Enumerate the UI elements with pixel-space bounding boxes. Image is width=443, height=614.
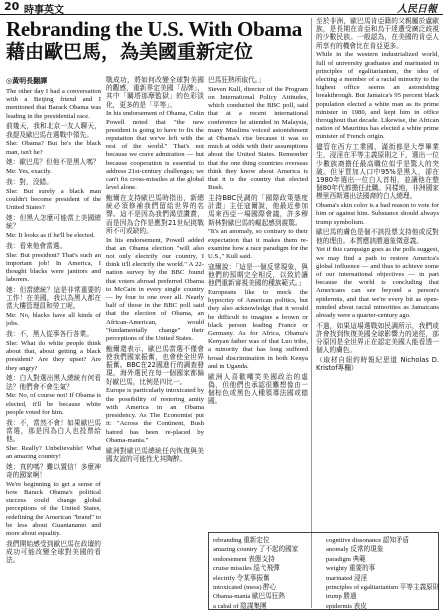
- paragraph: 我：不，黑人從事各行各業。: [6, 330, 93, 339]
- paragraph: Me: No, of course not! If Obama is elected, it'll be because white people voted for him.: [6, 392, 101, 416]
- vocabulary-item: [326, 592, 436, 601]
- vocabulary-term: endorsement: [213, 555, 249, 563]
- vocabulary-meaning: 表態支持: [248, 554, 275, 563]
- vocabulary-meaning: 浸淫: [354, 573, 368, 582]
- translator-credit: ◎黃明長翻譯: [6, 77, 48, 85]
- vocabulary-term: intoxicated (mess): [213, 584, 264, 592]
- vocabulary-meaning: 重新定位: [243, 536, 270, 544]
- paragraph: 至於非洲，歐巴馬肯亞籍的父親屬於盧歐族，是長期在肯亞和烏干達遭受廣泛歧視的少數民族。一般認為，在美國的肯亞人所享有的機會比在肯亞更多。: [316, 17, 439, 50]
- vocabulary-term: paradigm: [326, 555, 353, 563]
- vocabulary-term: electrify: [213, 574, 237, 582]
- vocabulary-term: cognitive dissonance: [326, 537, 383, 544]
- column-3-paragraphs: [208, 76, 308, 405]
- paragraph: 她：真的嗎？難以置信！多麼神奇的國家啊！: [6, 462, 101, 480]
- vocabulary-meaning: 陰謀集團: [240, 601, 267, 610]
- vocabulary-item: [213, 536, 323, 545]
- paragraph: She: What do white people think about that, about getting a black president? Are they upset? Are they angry?: [6, 340, 101, 372]
- paragraph: "It's an anomaly, so contrary to their expectation that it makes them re-examine how a race paradigm for the U.S.," Kull said.: [208, 228, 308, 261]
- paragraph: 歐巴馬的膚色是個不該投票支持他或反對他的理由。本質應該勝過象徵意義。: [316, 228, 439, 245]
- paragraph: Yet if this campaign goes as the polls suggest, we may find a path to restore America's global influence — and thus to achieve some of our international objectives — in part because the world is concluding that Americans can see beyond a person's epidermis, and that we're every bit as open-minded about racial minorities as Jamaicans already were a quarter-century ago.: [316, 246, 439, 320]
- vocabulary-term: marinated: [326, 574, 355, 582]
- vocabulary-term: weighty: [326, 565, 349, 573]
- vocabulary-item: [213, 574, 323, 583]
- vocabulary-meaning: 平等主義原則: [399, 583, 440, 592]
- paragraph: Europe is particularly intoxicated by the possibility of restoring amity with America in an Obama presidency. As The Economist put it: "Across the Continent, Bush hatred has been re-placed by Obama-mania.": [106, 387, 204, 444]
- vocabulary-item: [326, 536, 436, 545]
- paragraph: Obama's skin color is a bad reason to vote for him or against him. Substance should always trump symbolism.: [316, 202, 439, 226]
- vocabulary-meaning: 令某事振奮: [236, 573, 270, 582]
- vocabulary-term: Obama-mania: [213, 593, 252, 601]
- vocabulary-item: [213, 555, 323, 564]
- paragraph: 主持BBC民調的「國際政策態度計畫」主任寇爾說，他最近參加馬來西亞一場國際會議，許多穆斯林對歐巴馬的崛起感到震驚。: [208, 194, 308, 227]
- vocabulary-term: cruise missiles: [213, 565, 254, 573]
- vocabulary-item: [213, 545, 323, 554]
- paragraph: 她：但當總統？這是非常重要的工作！在美國，我以為黑人都在當大樓管理員和勞工呢。: [6, 286, 101, 311]
- vocabulary-term: principles of egalitarianism: [326, 584, 400, 592]
- paragraph: （取材自紐約時報紀思道 Nicholas D. Kristof專欄）: [316, 356, 439, 373]
- vocabulary-item: [213, 592, 323, 601]
- paragraph: 我們開始感受到歐巴馬在政壇的成功可能改變全球對美國的看法。: [6, 539, 101, 565]
- vocabulary-term: rebranding: [213, 537, 244, 544]
- paragraph: We're beginning to get a sense of how Barack Obama's political success could change global perceptions of the United States, redefining the American "brand" to be less about Guantanamo and more about equality.: [6, 480, 101, 538]
- vocabulary-meaning: 歐巴馬狂熱: [252, 592, 285, 601]
- vocabulary-meaning: 表皮: [353, 601, 367, 610]
- vocabulary-term: epidermis: [326, 602, 354, 610]
- vocabulary-item: [326, 564, 436, 573]
- headline-english: Rebranding the U.S. With Obama: [6, 17, 302, 41]
- paragraph: 我：不，當然不會！如果歐巴馬當選，那是因為白人也投票給他。: [6, 418, 101, 444]
- paragraph: She: Obama? But he's the black man, isn't he?: [6, 140, 101, 156]
- vocabulary-meaning: 反常的現象: [350, 545, 384, 554]
- paragraph: 戰成功，將如何改變全球對美國的觀感，重新界定美國「品牌」，其中「關塔那摩監獄」的色彩淡化，更多的是「平等」。: [106, 76, 204, 109]
- vocabulary-item: [326, 545, 436, 554]
- vocabulary-item: [213, 602, 323, 611]
- article-column-4: [316, 17, 439, 527]
- paragraph: 她：但黑人怎麼可能當上美國總統？: [6, 214, 101, 231]
- paragraph: 巴馬狂熱所取代。」: [208, 76, 265, 84]
- paragraph: 前幾天，我和北京一友人聊天，我提及歐巴馬在選戰中領先。: [6, 122, 101, 139]
- paragraph: 不過，如果這場選戰如民調所示，我們或許會找到恢復美國全球影響力的途徑，部分原因是全世界正在認定美國人能看透一個人的膚色。: [316, 321, 439, 355]
- vocabulary-meaning: 認知矛盾: [382, 536, 410, 544]
- vocabulary-meaning: 勝過: [343, 592, 357, 601]
- paragraph: Me: No, blacks have all kinds of jobs.: [6, 312, 101, 328]
- vocabulary-meaning: 巡弋飛彈: [253, 564, 280, 573]
- vocabulary-left: [213, 536, 323, 611]
- paragraph: 我：對，沒錯。: [6, 178, 53, 186]
- paragraph: 儘管在西方工業國，滿街都是大學畢業生，浸淫在平等主義原則之下，選出一位少數族裔擔任最高職位似乎是驚人的突破。但牙買加人口中95%是黑人，卻在1980年選出一位白人首相，並讓他在整個80年代都擔任此職。同樣地，非洲國家模里西斯選出法國裔的白人總理。: [316, 143, 439, 201]
- paragraph: 她：白人對選出黑人總統有何看法？他們會不會生氣？: [6, 374, 101, 391]
- column-divider: [311, 18, 312, 608]
- paragraph: She: Really? Unbelievable! What an amazing country!: [6, 444, 101, 461]
- vocabulary-item: [326, 602, 436, 611]
- section-title: 時事英文: [24, 5, 64, 16]
- paragraph: She: But president? That's such an important job! In America, I thought blacks were janitors and laborers.: [6, 251, 101, 284]
- article-column-2: [106, 76, 204, 608]
- vocabulary-meaning: 典範: [352, 554, 366, 563]
- vocabulary-meaning: 了不起的國家: [258, 545, 299, 554]
- paragraph: In his endorsement of Obama, Colin Powell noted that "the new president is going to have to fix the reputation that we've left with the rest of the world." That's not because we crave admiration — but because cooperation is essential to address 21st-century challenges; we can't fix cross-missiles at the global level alone.: [106, 110, 204, 192]
- vocabulary-meaning: 重要的事: [348, 564, 376, 573]
- column-1-paragraphs: [6, 88, 101, 564]
- page-header: [0, 0, 443, 15]
- paragraph: She: But surely a black man couldn't become president of the United States?: [6, 187, 101, 212]
- page-number: 20: [4, 0, 20, 13]
- vocabulary-term: amazing country: [213, 546, 259, 554]
- vocabulary-meaning: 醉心: [263, 583, 277, 592]
- paragraph: In his endorsement, Powell added that an Obama election "will also not only electrify our country, I think it'll electrify the world." A 22-nation survey by the BBC found that voters abroad preferred Obama to McCain in every single country — by four to one over all. Nearly half of those in the BBC poll said that the election of Obama, an African-American, would "fundamentally change" their perceptions of the United States.: [106, 236, 204, 343]
- vocabulary-box: [208, 532, 439, 610]
- paragraph: Europeans like to mock the hypocrisy of American politics, but they also acknowledge that it would be difficult to imagine a brown or black person leading France or Germany. As for Africa, Obama's Kenyan father was of that Luo tribe, a minority that has long suffered broad discrimination in both Kenya and in Uganda.: [208, 289, 308, 370]
- paragraph: Steven Kull, director of the Program on International Policy Attitudes, which conducted the BBC poll, said that at a recent international conference he attended in Malaysia, many Muslims voiced astonishment at Obama's rise because it was so much at odds with their assumptions about the United States. Remember that the one thing countries overseas think they know about America is that it is the country that elected Bush.: [208, 85, 308, 192]
- vocabulary-item: [213, 564, 323, 573]
- article-column-3: [208, 76, 308, 608]
- vocabulary-term: anomaly: [326, 546, 351, 554]
- paragraph: 歐洲人喜歡嘲笑美國政治的虛偽，但他們也承認很難想像由一個棕色或黑色人種領導法國或德國。: [208, 372, 308, 406]
- vocabulary-right: [326, 536, 440, 611]
- paragraph: While in the western industrialized world, full of university graduates and marinated in principles of egalitarianism, the idea of electing a member of a racial minority to the highest office seems an astonishing breakthrough. But Jamaica's 95 percent black population elected a white man as its prime minister in 1980, and kept him in office throughout that decade. Likewise, the African nation of Mauritius has elected a white prime minister of French origin.: [316, 51, 439, 141]
- paragraph: 她：歐巴馬？但他不是黑人嗎？: [6, 158, 100, 167]
- paragraph: 鮑爾還表示，歐巴馬當選不僅會使我們國家振奮，也會使全世界振奮。BBC在22國進行的調查發現，海外選民在每一個國家都偏好歐巴馬，比例是四比一。: [106, 344, 204, 386]
- paragraph: The other day I had a conversation with a Beijing friend and I mentioned that Barack Obama was leading in the presidential race.: [6, 88, 101, 120]
- column-4-paragraphs: [316, 17, 439, 373]
- vocabulary-term: a cabal of: [213, 602, 241, 610]
- newspaper-brand: 人民日報: [397, 4, 437, 15]
- paragraph: 寇爾說：「這是一個反常現象，與他們的預期完全相反，以致於讓他們重新審視美國的種族範式。」: [208, 262, 308, 288]
- paragraph: 鮑爾在支持歐巴馬時指出，新總統必須修補我們留給世界的名聲。這不是因為我們渴望讚賞，而是因為合作是應對21世紀挑戰所不可或缺的。: [106, 194, 204, 235]
- column-2-paragraphs: [106, 76, 204, 463]
- paragraph: 我：看來他會當選。: [6, 241, 67, 250]
- vocabulary-term: trump: [326, 593, 344, 601]
- paragraph: Me: It looks as if he'll be elected.: [6, 232, 95, 239]
- paragraph: 歐洲對歐巴馬總統任內恢復與美國友誼的可能性尤其陶醉。: [106, 446, 204, 463]
- paragraph: Me: Yes, exactly.: [6, 168, 52, 176]
- vocabulary-item: [326, 555, 436, 564]
- vocabulary-item: [326, 574, 436, 583]
- headline-chinese: 藉由歐巴馬，為美國重新定位: [6, 41, 254, 63]
- article-column-1: [6, 76, 101, 608]
